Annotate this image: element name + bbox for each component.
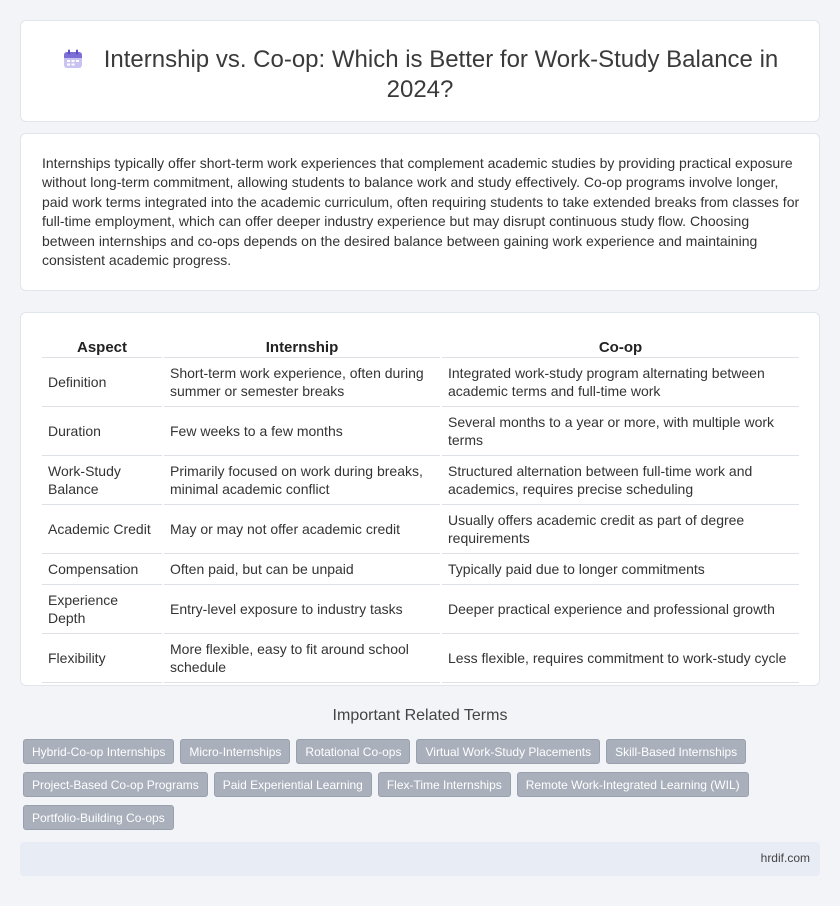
row-coop: Typically paid due to longer commitments xyxy=(442,553,799,584)
related-term-tag[interactable]: Virtual Work-Study Placements xyxy=(416,739,600,764)
related-term-tag[interactable]: Skill-Based Internships xyxy=(606,739,746,764)
row-coop: Deeper practical experience and professional growth xyxy=(442,584,799,633)
row-internship: Short-term work experience, often during summer or semester breaks xyxy=(164,357,440,406)
row-internship: Entry-level exposure to industry tasks xyxy=(164,584,440,633)
table-row xyxy=(42,455,799,504)
calendar-icon xyxy=(62,48,84,70)
related-terms-list xyxy=(23,739,803,830)
row-aspect: Definition xyxy=(42,357,162,406)
row-internship: Often paid, but can be unpaid xyxy=(164,553,440,584)
table-row xyxy=(42,357,799,406)
row-coop: Integrated work-study program alternating between academic terms and full-time work xyxy=(442,357,799,406)
row-aspect: Experience Depth xyxy=(42,584,162,633)
page-title-row xyxy=(21,45,819,105)
row-aspect: Academic Credit xyxy=(42,504,162,553)
table-row xyxy=(42,406,799,455)
related-term-tag[interactable]: Project-Based Co-op Programs xyxy=(23,772,208,797)
row-coop: Usually offers academic credit as part of degree requirements xyxy=(442,504,799,553)
footer-site-link[interactable]: hrdif.com xyxy=(760,851,810,865)
row-aspect: Duration xyxy=(42,406,162,455)
row-internship: Primarily focused on work during breaks, minimal academic conflict xyxy=(164,455,440,504)
row-coop: Less flexible, requires commitment to work-study cycle xyxy=(442,633,799,682)
row-internship: May or may not offer academic credit xyxy=(164,504,440,553)
comparison-table xyxy=(42,335,799,683)
table-row xyxy=(42,584,799,633)
row-aspect: Compensation xyxy=(42,553,162,584)
header-internship: Internship xyxy=(164,335,440,357)
row-aspect: Flexibility xyxy=(42,633,162,682)
related-term-tag[interactable]: Portfolio-Building Co-ops xyxy=(23,805,174,830)
header-coop: Co-op xyxy=(442,335,799,357)
related-term-tag[interactable]: Micro-Internships xyxy=(180,739,290,764)
row-internship: More flexible, easy to fit around school schedule xyxy=(164,633,440,682)
related-term-tag[interactable]: Hybrid-Co-op Internships xyxy=(23,739,174,764)
related-terms-heading: Important Related Terms xyxy=(332,707,508,724)
related-term-tag[interactable]: Remote Work-Integrated Learning (WIL) xyxy=(517,772,749,797)
title-card xyxy=(20,20,820,122)
row-coop: Structured alternation between full-time work and academics, requires precise scheduling xyxy=(442,455,799,504)
table-row xyxy=(42,633,799,682)
page-title: Internship vs. Co-op: Which is Better for Work-Study Balance in 2024? xyxy=(103,46,779,103)
related-term-tag[interactable]: Paid Experiential Learning xyxy=(214,772,372,797)
comparison-table-card xyxy=(20,312,820,686)
table-row xyxy=(42,553,799,584)
intro-paragraph: Internships typically offer short-term work experiences that complement academic studies by providing practical exposure without long-term commitment, allowing students to balance work and study effectively. Co-op programs involve longer, paid work terms integrated into the academic curriculum, often requiring students to take extended breaks from classes for full-time employment, which can offer deeper industry experience but may disrupt continuous study flow. Choosing between internships and co-ops depends on the desired balance between gaining work experience and maintaining consistent academic progress. xyxy=(42,155,800,269)
related-term-tag[interactable]: Rotational Co-ops xyxy=(296,739,410,764)
table-row xyxy=(42,504,799,553)
row-aspect: Work-Study Balance xyxy=(42,455,162,504)
footer xyxy=(20,842,820,876)
intro-card xyxy=(20,133,820,291)
header-aspect: Aspect xyxy=(42,335,162,357)
table-header-row xyxy=(42,335,799,357)
row-coop: Several months to a year or more, with multiple work terms xyxy=(442,406,799,455)
row-internship: Few weeks to a few months xyxy=(164,406,440,455)
related-term-tag[interactable]: Flex-Time Internships xyxy=(378,772,511,797)
